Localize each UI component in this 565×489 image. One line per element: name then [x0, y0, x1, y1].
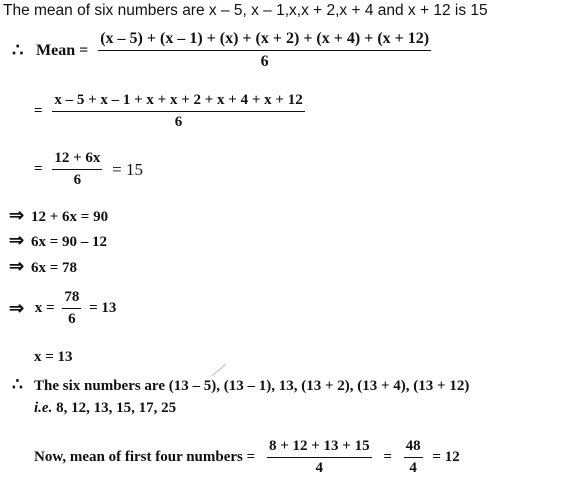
sum-denominator: 4: [315, 460, 324, 476]
equals-twelve: = 12: [432, 449, 460, 465]
mean-equation: [12, 30, 431, 71]
equals-thirteen: = 13: [89, 300, 117, 316]
step-6x-minus: [9, 230, 107, 251]
step-x-fraction: [9, 289, 116, 328]
result-fraction: [404, 438, 423, 477]
sum-numerator: 8 + 12 + 13 + 15: [268, 438, 370, 454]
step-text: The six numbers are (13 – 5), (13 – 1), 13, (13 + 2), (13 + 4), (13 + 12): [34, 378, 470, 394]
step-text: 12 + 6x = 90: [31, 209, 109, 225]
fraction-bar: [267, 457, 372, 458]
implies-icon: ⇒: [9, 256, 25, 276]
equals-sign: =: [34, 103, 43, 119]
fraction-bar: [62, 308, 81, 309]
fraction-bar: [98, 50, 431, 51]
values-line: [34, 400, 176, 417]
step-12-plus-6x: [9, 205, 108, 226]
implies-icon: ⇒: [9, 205, 25, 225]
implies-icon: ⇒: [9, 298, 25, 318]
implies-icon: ⇒: [9, 230, 25, 250]
x-equals: x =: [34, 300, 55, 316]
therefore-symbol: ∴: [12, 40, 24, 60]
sum-fraction: [267, 438, 372, 477]
expanded-denominator: 6: [174, 114, 183, 130]
mean-label: Mean =: [36, 41, 89, 59]
expanded-numerator: x – 5 + x – 1 + x + x + 2 + x + 4 + x + 12: [54, 92, 303, 108]
mean-numerator: (x – 5) + (x – 1) + (x) + (x + 2) + (x + 4) + (x + 12): [100, 30, 430, 47]
x-fraction: [62, 289, 81, 328]
step-text: 6x = 78: [31, 260, 78, 276]
mean-denominator: 6: [260, 53, 269, 70]
problem-statement: The mean of six numbers are x – 5, x – 1,x,x + 2,x + 4 and x + 12 is 15: [3, 2, 488, 19]
result-denominator: 4: [409, 460, 417, 476]
therefore-symbol: ∴: [12, 375, 23, 394]
values-text: 8, 12, 13, 15, 17, 25: [56, 400, 177, 416]
expanded-equation: [34, 92, 305, 131]
simplified-numerator: 12 + 6x: [54, 150, 101, 166]
equals-sign: =: [383, 449, 392, 465]
simplified-equation: [34, 150, 143, 189]
mean-fraction: [98, 30, 431, 71]
equals-fifteen: = 15: [112, 159, 143, 179]
equals-sign: =: [34, 161, 43, 177]
six-numbers-line: [12, 375, 469, 395]
mean-first-four: [34, 438, 460, 477]
simplified-denominator: 6: [73, 172, 82, 188]
mean-four-label: Now, mean of first four numbers =: [34, 449, 256, 465]
x-numerator: 78: [64, 289, 80, 305]
x-result: x = 13: [34, 349, 73, 365]
fraction-bar: [52, 169, 102, 170]
ie-label: i.e.: [34, 400, 53, 416]
expanded-fraction: [52, 92, 304, 131]
step-text: 6x = 90 – 12: [31, 234, 108, 250]
step-6x-78: [9, 256, 77, 277]
fraction-bar: [404, 457, 423, 458]
simplified-fraction: [52, 150, 102, 189]
x-denominator: 6: [68, 311, 76, 327]
fraction-bar: [52, 111, 304, 112]
result-numerator: 48: [405, 438, 421, 454]
